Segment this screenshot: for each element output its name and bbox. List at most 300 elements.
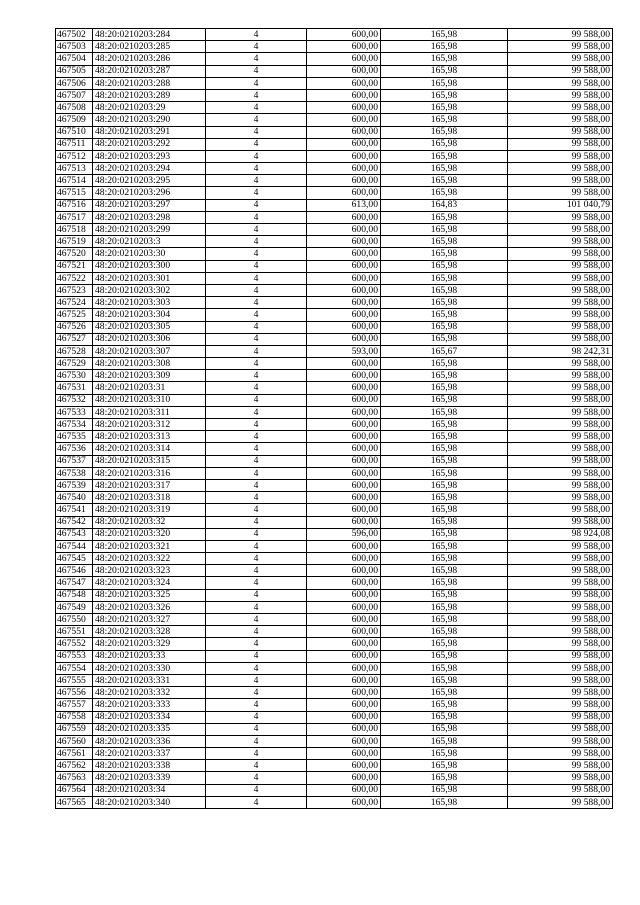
area-cell: 600,00 (307, 674, 381, 686)
rate-cell: 165,98 (381, 126, 508, 138)
area-cell: 600,00 (307, 492, 381, 504)
category-cell: 4 (206, 614, 307, 626)
row-number-cell: 467562 (56, 760, 93, 772)
rate-cell: 165,98 (381, 53, 508, 65)
rate-cell: 165,98 (381, 309, 508, 321)
table-row (56, 89, 613, 101)
cadastral-number-cell: 48:20:0210203:296 (93, 187, 206, 199)
value-cell: 99 588,00 (508, 65, 613, 77)
cadastral-number-cell: 48:20:0210203:317 (93, 479, 206, 491)
cadastral-number-cell: 48:20:0210203:286 (93, 53, 206, 65)
rate-cell: 165,98 (381, 65, 508, 77)
category-cell: 4 (206, 784, 307, 796)
table-row (56, 187, 613, 199)
value-cell: 99 588,00 (508, 760, 613, 772)
cadastral-number-cell: 48:20:0210203:288 (93, 77, 206, 89)
area-cell: 600,00 (307, 150, 381, 162)
row-number-cell: 467517 (56, 211, 93, 223)
area-cell: 600,00 (307, 297, 381, 309)
row-number-cell: 467515 (56, 187, 93, 199)
rate-cell: 165,98 (381, 723, 508, 735)
row-number-cell: 467532 (56, 394, 93, 406)
cadastral-number-cell: 48:20:0210203:312 (93, 419, 206, 431)
value-cell: 99 588,00 (508, 796, 613, 808)
value-cell: 99 588,00 (508, 492, 613, 504)
value-cell: 101 040,79 (508, 199, 613, 211)
area-cell: 600,00 (307, 77, 381, 89)
area-cell: 600,00 (307, 358, 381, 370)
category-cell: 4 (206, 272, 307, 284)
category-cell: 4 (206, 187, 307, 199)
area-cell: 600,00 (307, 601, 381, 613)
value-cell: 99 588,00 (508, 626, 613, 638)
row-number-cell: 467563 (56, 772, 93, 784)
table-row (56, 638, 613, 650)
table-row (56, 260, 613, 272)
rate-cell: 164,83 (381, 199, 508, 211)
category-cell: 4 (206, 333, 307, 345)
row-number-cell: 467559 (56, 723, 93, 735)
cadastral-number-cell: 48:20:0210203:33 (93, 650, 206, 662)
category-cell: 4 (206, 358, 307, 370)
category-cell: 4 (206, 236, 307, 248)
category-cell: 4 (206, 687, 307, 699)
table-row (56, 150, 613, 162)
value-cell: 99 588,00 (508, 467, 613, 479)
table-row (56, 163, 613, 175)
rate-cell: 165,98 (381, 419, 508, 431)
area-cell: 600,00 (307, 784, 381, 796)
value-cell: 99 588,00 (508, 114, 613, 126)
value-cell: 98 242,31 (508, 345, 613, 357)
value-cell: 99 588,00 (508, 601, 613, 613)
row-number-cell: 467528 (56, 345, 93, 357)
rate-cell: 165,98 (381, 760, 508, 772)
rate-cell: 165,67 (381, 345, 508, 357)
area-cell: 600,00 (307, 577, 381, 589)
rate-cell: 165,98 (381, 650, 508, 662)
cadastral-number-cell: 48:20:0210203:304 (93, 309, 206, 321)
rate-cell: 165,98 (381, 236, 508, 248)
value-cell: 99 588,00 (508, 187, 613, 199)
category-cell: 4 (206, 760, 307, 772)
cadastral-number-cell: 48:20:0210203:336 (93, 735, 206, 747)
category-cell: 4 (206, 89, 307, 101)
row-number-cell: 467522 (56, 272, 93, 284)
rate-cell: 165,98 (381, 528, 508, 540)
rate-cell: 165,98 (381, 272, 508, 284)
table-row (56, 674, 613, 686)
cadastral-number-cell: 48:20:0210203:309 (93, 370, 206, 382)
cadastral-number-cell: 48:20:0210203:322 (93, 553, 206, 565)
category-cell: 4 (206, 138, 307, 150)
rate-cell: 165,98 (381, 479, 508, 491)
row-number-cell: 467557 (56, 699, 93, 711)
value-cell: 99 588,00 (508, 516, 613, 528)
area-cell: 600,00 (307, 748, 381, 760)
table-row (56, 735, 613, 747)
category-cell: 4 (206, 443, 307, 455)
category-cell: 4 (206, 492, 307, 504)
row-number-cell: 467560 (56, 735, 93, 747)
cadastral-number-cell: 48:20:0210203:293 (93, 150, 206, 162)
row-number-cell: 467526 (56, 321, 93, 333)
table-row (56, 589, 613, 601)
area-cell: 600,00 (307, 614, 381, 626)
cadastral-number-cell: 48:20:0210203:333 (93, 699, 206, 711)
cadastral-number-cell: 48:20:0210203:302 (93, 284, 206, 296)
category-cell: 4 (206, 565, 307, 577)
category-cell: 4 (206, 577, 307, 589)
category-cell: 4 (206, 467, 307, 479)
table-row (56, 102, 613, 114)
value-cell: 99 588,00 (508, 638, 613, 650)
category-cell: 4 (206, 553, 307, 565)
cadastral-number-cell: 48:20:0210203:314 (93, 443, 206, 455)
cadastral-number-cell: 48:20:0210203:316 (93, 467, 206, 479)
category-cell: 4 (206, 638, 307, 650)
rate-cell: 165,98 (381, 382, 508, 394)
table-row (56, 443, 613, 455)
cadastral-number-cell: 48:20:0210203:289 (93, 89, 206, 101)
table-row (56, 272, 613, 284)
rate-cell: 165,98 (381, 211, 508, 223)
value-cell: 99 588,00 (508, 126, 613, 138)
row-number-cell: 467542 (56, 516, 93, 528)
area-cell: 600,00 (307, 321, 381, 333)
cadastral-number-cell: 48:20:0210203:290 (93, 114, 206, 126)
value-cell: 99 588,00 (508, 540, 613, 552)
cadastral-number-cell: 48:20:0210203:34 (93, 784, 206, 796)
table-row (56, 370, 613, 382)
area-cell: 600,00 (307, 650, 381, 662)
category-cell: 4 (206, 431, 307, 443)
cadastral-number-cell: 48:20:0210203:320 (93, 528, 206, 540)
row-number-cell: 467555 (56, 674, 93, 686)
value-cell: 99 588,00 (508, 89, 613, 101)
rate-cell: 165,98 (381, 711, 508, 723)
rate-cell: 165,98 (381, 187, 508, 199)
area-cell: 600,00 (307, 272, 381, 284)
row-number-cell: 467553 (56, 650, 93, 662)
rate-cell: 165,98 (381, 565, 508, 577)
category-cell: 4 (206, 370, 307, 382)
row-number-cell: 467551 (56, 626, 93, 638)
cadastral-number-cell: 48:20:0210203:284 (93, 29, 206, 41)
rate-cell: 165,98 (381, 77, 508, 89)
row-number-cell: 467549 (56, 601, 93, 613)
table-row (56, 65, 613, 77)
category-cell: 4 (206, 455, 307, 467)
category-cell: 4 (206, 248, 307, 260)
cadastral-number-cell: 48:20:0210203:30 (93, 248, 206, 260)
rate-cell: 165,98 (381, 284, 508, 296)
row-number-cell: 467510 (56, 126, 93, 138)
rate-cell: 165,98 (381, 516, 508, 528)
category-cell: 4 (206, 77, 307, 89)
value-cell: 99 588,00 (508, 260, 613, 272)
cadastral-number-cell: 48:20:0210203:307 (93, 345, 206, 357)
value-cell: 99 588,00 (508, 272, 613, 284)
rate-cell: 165,98 (381, 321, 508, 333)
value-cell: 99 588,00 (508, 321, 613, 333)
category-cell: 4 (206, 735, 307, 747)
category-cell: 4 (206, 650, 307, 662)
area-cell: 600,00 (307, 29, 381, 41)
value-cell: 99 588,00 (508, 784, 613, 796)
table-row (56, 126, 613, 138)
row-number-cell: 467502 (56, 29, 93, 41)
value-cell: 99 588,00 (508, 735, 613, 747)
value-cell: 99 588,00 (508, 175, 613, 187)
area-cell: 600,00 (307, 382, 381, 394)
value-cell: 99 588,00 (508, 650, 613, 662)
value-cell: 99 588,00 (508, 455, 613, 467)
rate-cell: 165,98 (381, 89, 508, 101)
area-cell: 600,00 (307, 175, 381, 187)
table-row (56, 760, 613, 772)
cadastral-number-cell: 48:20:0210203:29 (93, 102, 206, 114)
area-cell: 600,00 (307, 102, 381, 114)
table-row (56, 53, 613, 65)
table-row (56, 699, 613, 711)
table-row (56, 224, 613, 236)
area-cell: 600,00 (307, 163, 381, 175)
area-cell: 600,00 (307, 224, 381, 236)
table-row (56, 723, 613, 735)
row-number-cell: 467527 (56, 333, 93, 345)
cadastral-number-cell: 48:20:0210203:285 (93, 41, 206, 53)
table-row (56, 248, 613, 260)
area-cell: 600,00 (307, 53, 381, 65)
category-cell: 4 (206, 163, 307, 175)
row-number-cell: 467531 (56, 382, 93, 394)
row-number-cell: 467552 (56, 638, 93, 650)
value-cell: 99 588,00 (508, 748, 613, 760)
rate-cell: 165,98 (381, 589, 508, 601)
table-row (56, 748, 613, 760)
row-number-cell: 467543 (56, 528, 93, 540)
row-number-cell: 467548 (56, 589, 93, 601)
value-cell: 99 588,00 (508, 138, 613, 150)
row-number-cell: 467541 (56, 504, 93, 516)
category-cell: 4 (206, 406, 307, 418)
value-cell: 99 588,00 (508, 382, 613, 394)
value-cell: 99 588,00 (508, 479, 613, 491)
cadastral-number-cell: 48:20:0210203:329 (93, 638, 206, 650)
rate-cell: 165,98 (381, 540, 508, 552)
rate-cell: 165,98 (381, 748, 508, 760)
rate-cell: 165,98 (381, 699, 508, 711)
table-row (56, 553, 613, 565)
cadastral-number-cell: 48:20:0210203:323 (93, 565, 206, 577)
value-cell: 99 588,00 (508, 248, 613, 260)
area-cell: 600,00 (307, 479, 381, 491)
rate-cell: 165,98 (381, 577, 508, 589)
area-cell: 600,00 (307, 735, 381, 747)
category-cell: 4 (206, 540, 307, 552)
cadastral-number-cell: 48:20:0210203:295 (93, 175, 206, 187)
area-cell: 600,00 (307, 211, 381, 223)
table-row (56, 565, 613, 577)
row-number-cell: 467544 (56, 540, 93, 552)
category-cell: 4 (206, 29, 307, 41)
value-cell: 99 588,00 (508, 297, 613, 309)
area-cell: 600,00 (307, 687, 381, 699)
cadastral-number-cell: 48:20:0210203:32 (93, 516, 206, 528)
cadastral-number-cell: 48:20:0210203:328 (93, 626, 206, 638)
table-row (56, 614, 613, 626)
value-cell: 99 588,00 (508, 565, 613, 577)
value-cell: 99 588,00 (508, 662, 613, 674)
table-row (56, 504, 613, 516)
category-cell: 4 (206, 711, 307, 723)
value-cell: 99 588,00 (508, 284, 613, 296)
area-cell: 613,00 (307, 199, 381, 211)
row-number-cell: 467554 (56, 662, 93, 674)
rate-cell: 165,98 (381, 150, 508, 162)
table-row (56, 77, 613, 89)
area-cell: 600,00 (307, 516, 381, 528)
area-cell: 600,00 (307, 443, 381, 455)
rate-cell: 165,98 (381, 102, 508, 114)
area-cell: 600,00 (307, 114, 381, 126)
table-row (56, 199, 613, 211)
cadastral-number-cell: 48:20:0210203:303 (93, 297, 206, 309)
cadastral-number-cell: 48:20:0210203:332 (93, 687, 206, 699)
category-cell: 4 (206, 345, 307, 357)
cadastral-number-cell: 48:20:0210203:305 (93, 321, 206, 333)
row-number-cell: 467556 (56, 687, 93, 699)
area-cell: 600,00 (307, 406, 381, 418)
area-cell: 600,00 (307, 772, 381, 784)
rate-cell: 165,98 (381, 224, 508, 236)
area-cell: 600,00 (307, 41, 381, 53)
value-cell: 99 588,00 (508, 29, 613, 41)
area-cell: 600,00 (307, 260, 381, 272)
table-row (56, 601, 613, 613)
category-cell: 4 (206, 699, 307, 711)
row-number-cell: 467535 (56, 431, 93, 443)
value-cell: 99 588,00 (508, 394, 613, 406)
row-number-cell: 467509 (56, 114, 93, 126)
area-cell: 600,00 (307, 431, 381, 443)
rate-cell: 165,98 (381, 601, 508, 613)
category-cell: 4 (206, 504, 307, 516)
cadastral-number-cell: 48:20:0210203:324 (93, 577, 206, 589)
row-number-cell: 467564 (56, 784, 93, 796)
table-row (56, 687, 613, 699)
category-cell: 4 (206, 321, 307, 333)
category-cell: 4 (206, 175, 307, 187)
cadastral-number-cell: 48:20:0210203:31 (93, 382, 206, 394)
area-cell: 600,00 (307, 638, 381, 650)
value-cell: 99 588,00 (508, 236, 613, 248)
table-row (56, 345, 613, 357)
table-row (56, 467, 613, 479)
table-row (56, 309, 613, 321)
rate-cell: 165,98 (381, 443, 508, 455)
row-number-cell: 467539 (56, 479, 93, 491)
category-cell: 4 (206, 309, 307, 321)
cadastral-number-cell: 48:20:0210203:315 (93, 455, 206, 467)
table-row (56, 41, 613, 53)
row-number-cell: 467520 (56, 248, 93, 260)
value-cell: 99 588,00 (508, 772, 613, 784)
rate-cell: 165,98 (381, 504, 508, 516)
category-cell: 4 (206, 479, 307, 491)
row-number-cell: 467503 (56, 41, 93, 53)
rate-cell: 165,98 (381, 662, 508, 674)
table-row (56, 772, 613, 784)
area-cell: 596,00 (307, 528, 381, 540)
rate-cell: 165,98 (381, 455, 508, 467)
cadastral-number-cell: 48:20:0210203:301 (93, 272, 206, 284)
category-cell: 4 (206, 65, 307, 77)
cadastral-number-cell: 48:20:0210203:326 (93, 601, 206, 613)
row-number-cell: 467545 (56, 553, 93, 565)
rate-cell: 165,98 (381, 431, 508, 443)
value-cell: 99 588,00 (508, 711, 613, 723)
category-cell: 4 (206, 626, 307, 638)
category-cell: 4 (206, 260, 307, 272)
area-cell: 600,00 (307, 589, 381, 601)
row-number-cell: 467518 (56, 224, 93, 236)
category-cell: 4 (206, 53, 307, 65)
cadastral-number-cell: 48:20:0210203:311 (93, 406, 206, 418)
table-row (56, 626, 613, 638)
category-cell: 4 (206, 102, 307, 114)
rate-cell: 165,98 (381, 687, 508, 699)
table-row (56, 455, 613, 467)
table-row (56, 662, 613, 674)
area-cell: 600,00 (307, 467, 381, 479)
area-cell: 600,00 (307, 187, 381, 199)
value-cell: 99 588,00 (508, 309, 613, 321)
rate-cell: 165,98 (381, 406, 508, 418)
row-number-cell: 467565 (56, 796, 93, 808)
cadastral-number-cell: 48:20:0210203:319 (93, 504, 206, 516)
table-row (56, 406, 613, 418)
rate-cell: 165,98 (381, 638, 508, 650)
table-row (56, 784, 613, 796)
rate-cell: 165,98 (381, 138, 508, 150)
area-cell: 600,00 (307, 760, 381, 772)
value-cell: 99 588,00 (508, 406, 613, 418)
cadastral-number-cell: 48:20:0210203:3 (93, 236, 206, 248)
row-number-cell: 467507 (56, 89, 93, 101)
rate-cell: 165,98 (381, 735, 508, 747)
category-cell: 4 (206, 114, 307, 126)
table-row (56, 114, 613, 126)
rate-cell: 165,98 (381, 370, 508, 382)
value-cell: 99 588,00 (508, 53, 613, 65)
category-cell: 4 (206, 224, 307, 236)
category-cell: 4 (206, 297, 307, 309)
rate-cell: 165,98 (381, 248, 508, 260)
category-cell: 4 (206, 589, 307, 601)
value-cell: 99 588,00 (508, 504, 613, 516)
area-cell: 600,00 (307, 796, 381, 808)
area-cell: 600,00 (307, 662, 381, 674)
area-cell: 600,00 (307, 236, 381, 248)
cadastral-number-cell: 48:20:0210203:318 (93, 492, 206, 504)
table-row (56, 138, 613, 150)
cadastral-number-cell: 48:20:0210203:294 (93, 163, 206, 175)
value-cell: 99 588,00 (508, 614, 613, 626)
value-cell: 99 588,00 (508, 333, 613, 345)
area-cell: 600,00 (307, 284, 381, 296)
